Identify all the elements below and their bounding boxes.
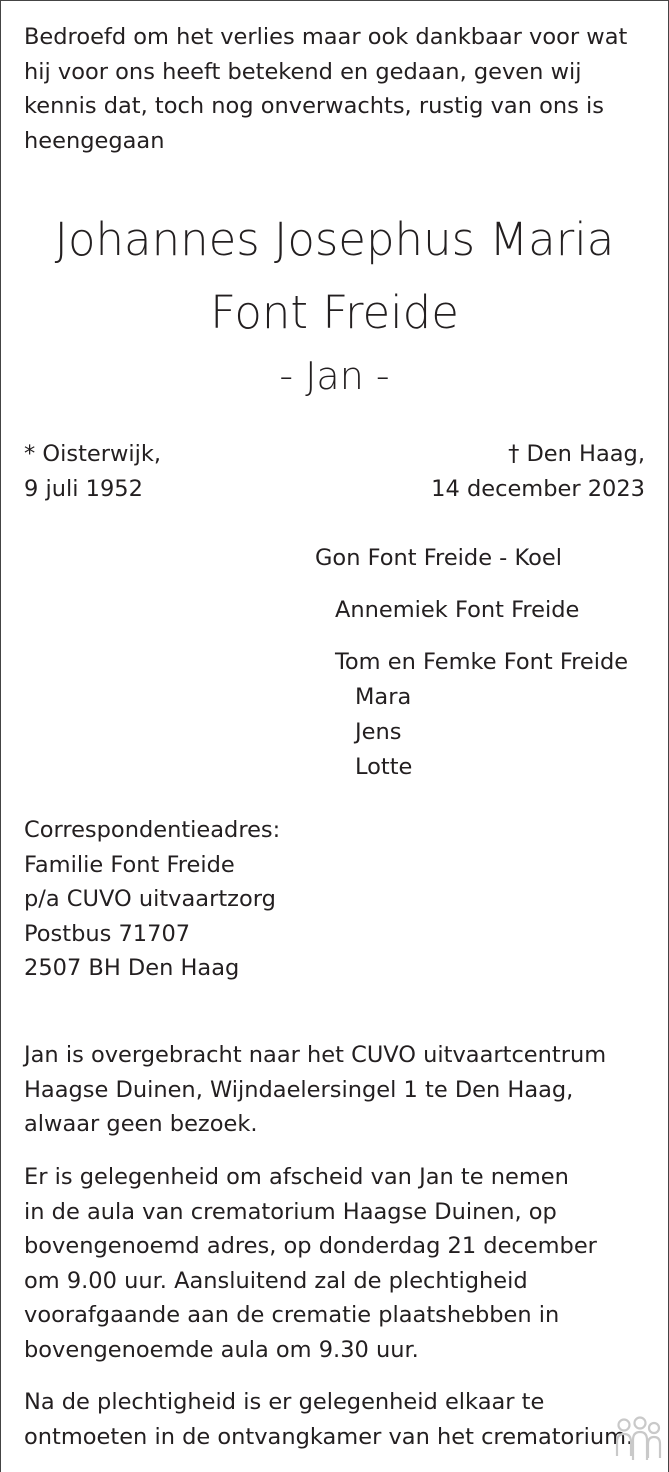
intro-line: kennis dat, toch nog onverwachts, rustig van ons is [24, 93, 604, 119]
spouse-name: Gon Font Freide - Koel [315, 545, 562, 571]
paragraph-transfer [24, 1038, 606, 1142]
death-date: 14 december 2023 [431, 476, 645, 502]
birth-date: 9 juli 1952 [24, 476, 143, 502]
paragraph-line: Er is gelegenheid om afscheid van Jan te nemen [24, 1164, 569, 1190]
intro-line: heengegaan [24, 127, 165, 154]
paragraph-line: bovengenoemd adres, op donderdag 21 december [24, 1233, 597, 1259]
people-group-logo-icon [614, 1416, 662, 1462]
grandchild-name: Lotte [355, 754, 413, 780]
paragraph-line: ontmoeten in de ontvangkamer van het crematorium. [24, 1423, 634, 1450]
child-name: Annemiek Font Freide [335, 597, 580, 623]
address-line: Familie Font Freide [24, 851, 235, 878]
intro-line: Bedroefd om het verlies maar ook dankbaar voor wat [24, 24, 628, 50]
address-line: 2507 BH Den Haag [24, 955, 240, 981]
intro-line: hij voor ons heeft betekend en gedaan, geven wij [24, 58, 582, 85]
intro-text [24, 20, 627, 158]
paragraph-line: Na de plechtigheid is er gelegenheid elkaar te [24, 1389, 545, 1415]
correspondence-address [24, 813, 280, 986]
grandchild-name: Jens [355, 719, 402, 745]
paragraph-line: voorafgaande aan de crematie plaatshebben in [24, 1302, 560, 1328]
paragraph-line: alwaar geen bezoek. [24, 1111, 258, 1137]
child-name: Tom en Femke Font Freide [335, 649, 629, 675]
deceased-name-line2: Font Freide [210, 286, 459, 339]
deceased-name-line1: Johannes Josephus Maria [54, 213, 615, 266]
address-line: Postbus 71707 [24, 920, 191, 947]
paragraph-line: om 9.00 uur. Aansluitend zal de plechtigheid [24, 1267, 528, 1294]
paragraph-line: Haagse Duinen, Wijndaelersingel 1 te Den Haag, [24, 1076, 574, 1103]
address-line: p/a CUVO uitvaartzorg [24, 886, 276, 912]
deceased-nickname: - Jan - [279, 354, 390, 398]
grandchild-name: Mara [355, 684, 412, 710]
paragraph-line: bovengenoemde aula om 9.30 uur. [24, 1336, 419, 1363]
paragraph-reception [24, 1385, 633, 1454]
paragraph-line: in de aula van crematorium Haagse Duinen, op [24, 1198, 557, 1225]
paragraph-line: Jan is overgebracht naar het CUVO uitvaartcentrum [24, 1042, 607, 1068]
birth-place: * Oisterwijk, [24, 441, 162, 467]
address-line: Correspondentieadres: [24, 817, 281, 843]
death-place: † Den Haag, [508, 441, 645, 467]
paragraph-farewell [24, 1160, 597, 1367]
